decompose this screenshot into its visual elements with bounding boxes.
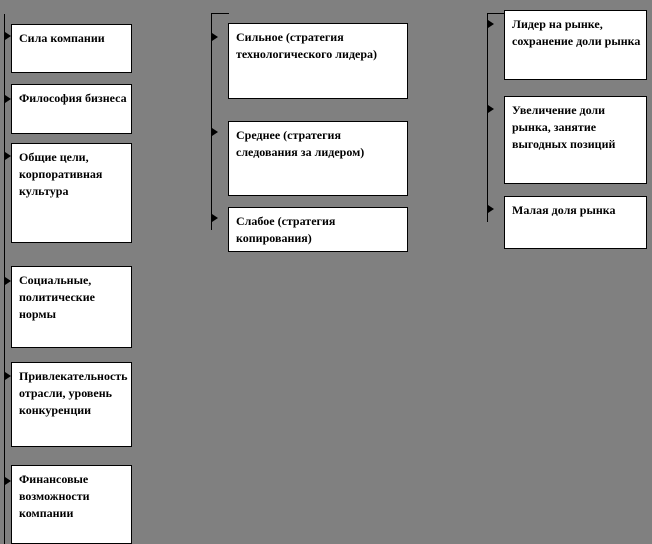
middle-spine-line [211,13,212,230]
arrow-to-position-1 [212,33,218,41]
middle-connector-top [211,13,229,14]
position-box-weak: Слабое (стратегия копирования) [228,207,408,252]
outcome-box-share-increase: Увеличение доли рынка, занятие выгодных позиций [504,96,647,184]
factor-box-strength: Сила компании [11,24,132,73]
right-connector-top [487,13,505,14]
factor-box-industry-attractiveness: Привлекательность отрасли, уровень конкуренции [11,362,132,447]
right-spine-line [487,13,488,222]
arrow-to-position-2 [212,128,218,136]
factor-box-financial-capability: Финансовые возможности компании [11,465,132,544]
arrow-to-outcome-1 [488,20,494,28]
position-box-medium: Среднее (стратегия следования за лидером) [228,121,408,196]
factor-box-goals-culture: Общие цели, корпоративная культура [11,143,132,243]
position-box-strong: Сильное (стратегия технологического лидера) [228,23,408,99]
arrow-to-outcome-2 [488,105,494,113]
arrow-to-position-3 [212,214,218,222]
outcome-box-small-share: Малая доля рынка [504,196,647,249]
arrow-to-outcome-3 [488,205,494,213]
factor-box-social-political-norms: Социальные, политические нормы [11,266,132,348]
factor-box-philosophy: Философия бизнеса [11,84,132,134]
outcome-box-market-leader: Лидер на рынке, сохранение доли рынка [504,10,647,80]
